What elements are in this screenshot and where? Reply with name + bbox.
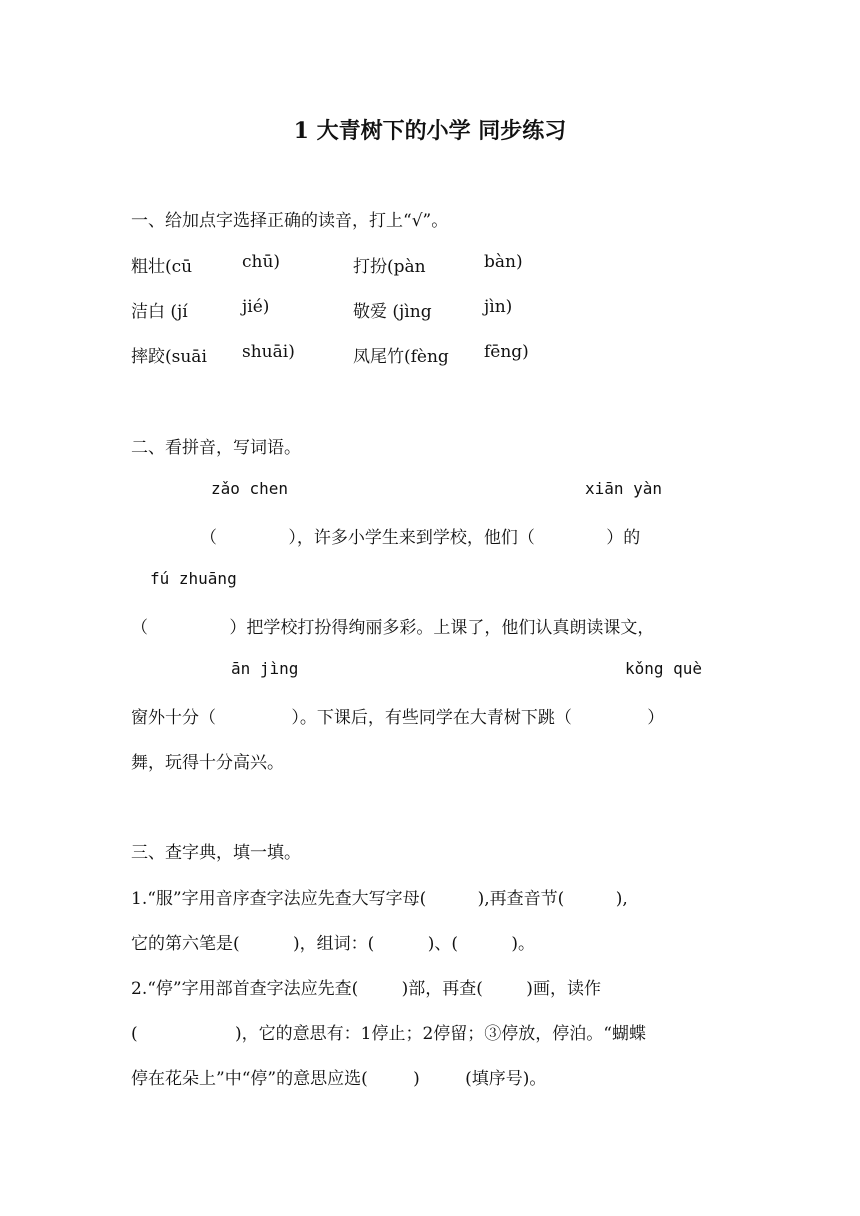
passage-line: （ ），许多小学生来到学校，他们（ ）的 (200, 528, 641, 548)
passage-line: 舞，玩得十分高兴。 (131, 753, 284, 773)
section1-heading: 一、给加点字选择正确的读音，打上“√”。 (131, 211, 449, 231)
question-line: 2.“停”字用部首查字法应先查( )部，再查( )画，读作 (131, 979, 601, 999)
pinyin-hint: ān jìng (231, 659, 299, 678)
page-title: 1 大青树下的小学 同步练习 (293, 118, 567, 144)
pinyin-hint: fú zhuāng (150, 569, 237, 588)
pinyin-hint: zǎo chen (211, 479, 289, 498)
item-option: jié) (242, 297, 270, 317)
item-word: 摔跤(suāi (131, 347, 207, 367)
passage-line: （ ）把学校打扮得绚丽多彩。上课了，他们认真朗读课文， (131, 618, 655, 638)
item-word: 粗壮(cū (131, 257, 193, 277)
question-line: 停在花朵上”中“停”的意思应选( ) (填序号)。 (131, 1069, 547, 1089)
pinyin-hint: xiān yàn (585, 479, 663, 498)
item-option: chū) (242, 252, 281, 272)
item-option: fēng) (484, 342, 529, 362)
section2-heading: 二、看拼音，写词语。 (131, 438, 301, 458)
passage-line: 窗外十分（ ）。下课后，有些同学在大青树下跳（ ） (131, 708, 665, 728)
item-word: 洁白 (jí (131, 302, 188, 322)
question-line: 它的第六笔是( )，组词：( )、( )。 (131, 934, 536, 954)
item-option: bàn) (484, 252, 523, 272)
item-option: shuāi) (242, 342, 295, 362)
item-word: 打扮(pàn (353, 257, 426, 277)
item-word: 凤尾竹(fèng (353, 347, 449, 367)
section3-heading: 三、查字典，填一填。 (131, 843, 301, 863)
item-option: jìn) (484, 297, 513, 317)
pinyin-hint: kǒng què (625, 659, 703, 678)
question-line: 1.“服”字用音序查字法应先查大写字母( ),再查音节( ), (131, 889, 628, 909)
question-line: ( )，它的意思有：1停止；2停留；③停放，停泊。“蝴蝶 (131, 1024, 646, 1044)
item-word: 敬爱 (jìng (353, 302, 432, 322)
